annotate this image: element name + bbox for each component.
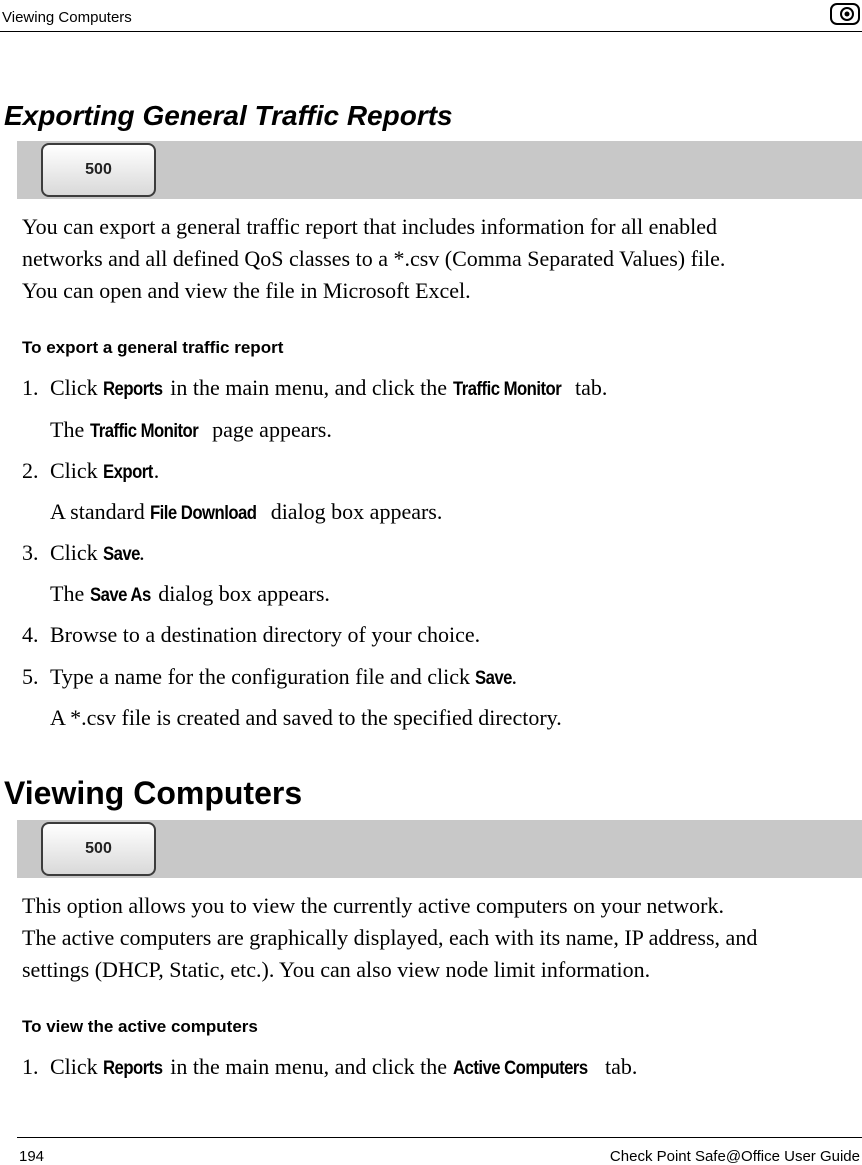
step-3: 3. Click Save. — [22, 540, 145, 565]
step-5-result: A *.csv file is created and saved to the specified directory. — [50, 705, 562, 730]
model-badge: 500 — [41, 822, 156, 876]
availability-bar — [17, 141, 862, 199]
model-badge: 500 — [41, 143, 156, 197]
intro-paragraph: You can export a general traffic report that includes information for all enabled networks and all defined QoS classes to a *.csv (Comma Separated Values) file. You can open and view the file in Microsoft Excel. — [22, 214, 726, 303]
step-2-result: A standard File Download dialog box appears. — [50, 499, 443, 524]
page-header — [0, 0, 862, 32]
step-1: 1. Click Reports in the main menu, and click the Traffic Monitor tab. — [22, 375, 608, 400]
step-4: 4. Browse to a destination directory of your choice. — [22, 622, 481, 647]
guide-title: Check Point Safe@Office User Guide — [609, 1148, 860, 1165]
procedure-title: To view the active computers — [22, 1017, 258, 1036]
page-number: 194 — [19, 1148, 45, 1165]
step-1-result: The Traffic Monitor page appears. — [50, 417, 332, 442]
step-5: 5. Type a name for the configuration file and click Save. — [22, 664, 517, 689]
step-2: 2. Click Export. — [22, 458, 160, 483]
step-3-result: The Save As dialog box appears. — [50, 581, 330, 606]
running-header-title: Viewing Computers — [2, 9, 132, 26]
availability-bar — [17, 820, 862, 878]
step-1: 1. Click Reports in the main menu, and click the Active Computers tab. — [22, 1054, 638, 1079]
procedure-title: To export a general traffic report — [22, 338, 284, 357]
intro-paragraph: This option allows you to view the currently active computers on your network. The active computers are graphically displayed, each with its name, IP address, and settings (DHCP, Static, etc.). You can also view node limit information. — [22, 893, 758, 982]
page-footer — [17, 1137, 862, 1164]
check-point-logo-icon — [830, 3, 860, 25]
section-heading-viewing-computers: Viewing Computers — [4, 775, 303, 811]
section-heading-export: Exporting General Traffic Reports — [4, 100, 453, 131]
